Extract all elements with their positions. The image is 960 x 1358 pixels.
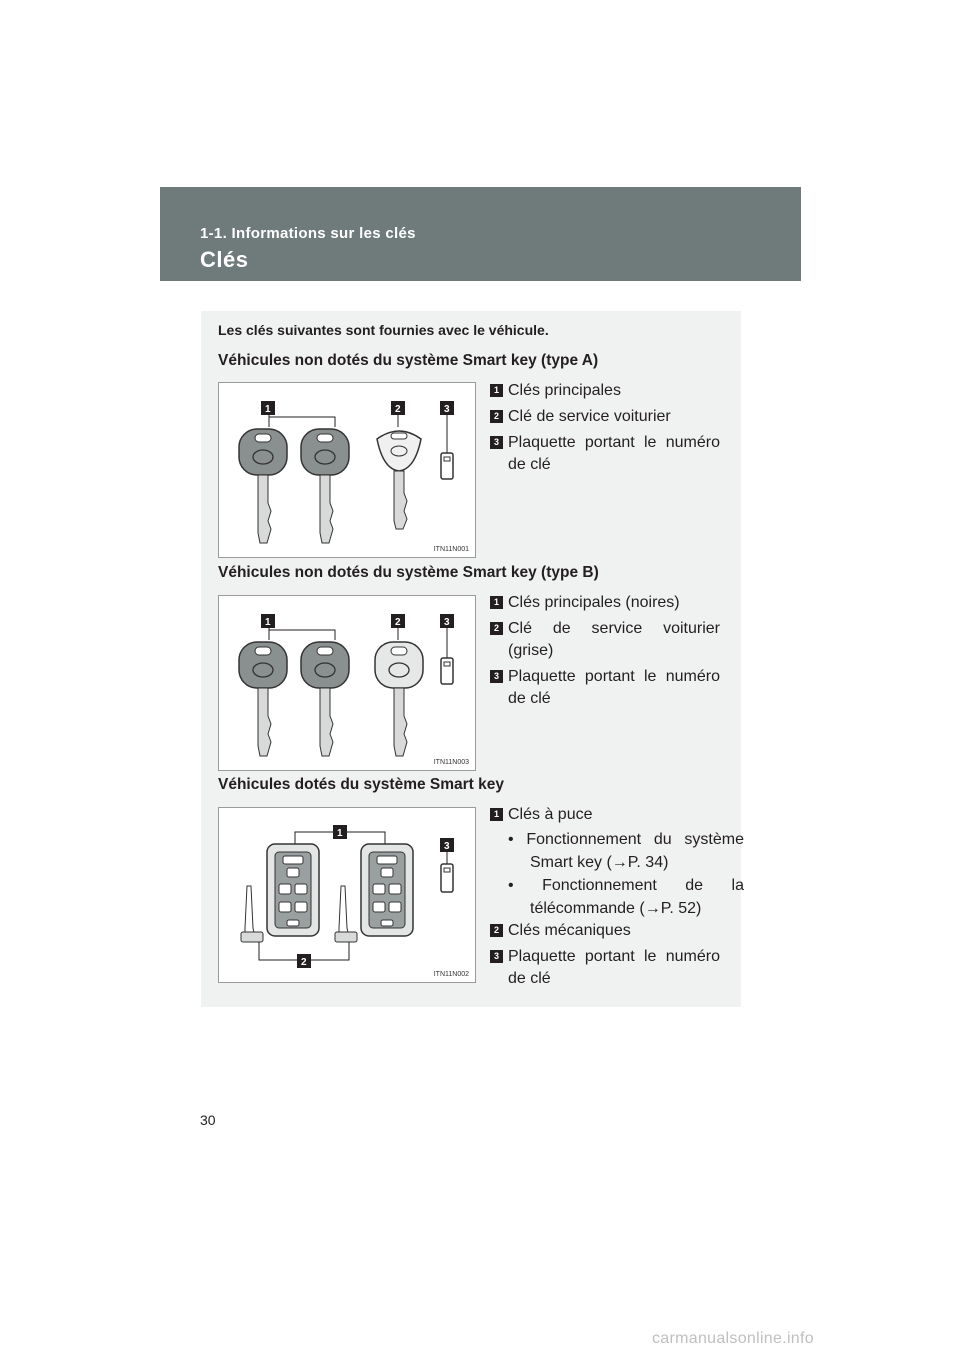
svg-text:1: 1 [265, 404, 271, 415]
master-key-icon [239, 429, 287, 543]
item-text: Clé de service voiturier (grise) [508, 620, 720, 659]
bullet-item: • Fonctionnement du système Smart key (→P. 34) [508, 831, 744, 871]
list-item [490, 920, 720, 942]
item-number: 1 [490, 384, 503, 397]
item-number: 2 [490, 410, 503, 423]
list-item [490, 618, 720, 662]
item-text: Clés principales (noires) [508, 594, 680, 611]
svg-text:2: 2 [301, 957, 307, 968]
item-number: 1 [490, 808, 503, 821]
page-number: 30 [200, 1112, 216, 1128]
item-text: Plaquette portant le numéro de clé [508, 434, 720, 473]
intro-text: Les clés suivantes sont fournies avec le véhicule. [218, 322, 549, 338]
smart-key-fob-icon [361, 844, 413, 936]
keys-type-a-illustration [219, 383, 475, 557]
list-item [490, 946, 720, 990]
mechanical-key-icon [241, 886, 263, 942]
mechanical-key-icon [335, 886, 357, 942]
item-number: 1 [490, 596, 503, 609]
heading-type-a: Véhicules non dotés du système Smart key (type A) [218, 352, 599, 369]
tag-1 [261, 401, 275, 415]
svg-text:2: 2 [395, 404, 401, 415]
figure-code: ITN11N001 [433, 546, 469, 553]
page-title: Clés [200, 247, 249, 272]
item-number: 2 [490, 924, 503, 937]
item-number: 2 [490, 622, 503, 635]
item-number: 3 [490, 436, 503, 449]
svg-text:3: 3 [444, 404, 450, 415]
svg-text:1: 1 [337, 828, 343, 839]
valet-key-icon [375, 642, 423, 756]
tag-2 [297, 954, 311, 968]
list-item [490, 432, 720, 476]
figure-type-a [218, 382, 476, 558]
item-text: Plaquette portant le numéro de clé [508, 948, 720, 987]
item-text: Clés à puce [508, 806, 593, 823]
tag-2 [391, 614, 405, 628]
master-key-icon [301, 429, 349, 543]
header-band [160, 187, 801, 281]
item-text: Clés mécaniques [508, 922, 631, 939]
heading-type-b: Véhicules non dotés du système Smart key (type B) [218, 564, 599, 581]
key-number-plate-icon [441, 658, 453, 684]
tag-3 [440, 614, 454, 628]
figure-code: ITN11N002 [433, 971, 469, 978]
tag-1 [261, 614, 275, 628]
list-item [490, 592, 720, 614]
master-key-icon [301, 642, 349, 756]
svg-text:2: 2 [395, 617, 401, 628]
item-text: Plaquette portant le numéro de clé [508, 668, 720, 707]
key-number-plate-icon [441, 864, 453, 892]
tag-1 [333, 825, 347, 839]
item-number: 3 [490, 670, 503, 683]
watermark: carmanualsonline.info [652, 1330, 814, 1347]
figure-type-b [218, 595, 476, 771]
svg-text:3: 3 [444, 841, 450, 852]
list-item [490, 380, 720, 402]
tag-3 [440, 401, 454, 415]
bullet-item: • Fonctionnement de la télécommande (→P. 52) [508, 877, 744, 917]
tag-3 [440, 838, 454, 852]
figure-code: ITN11N003 [433, 759, 469, 766]
list-item [490, 406, 720, 428]
list-item [490, 666, 720, 710]
callout-lines [269, 410, 447, 453]
list-item [490, 804, 720, 826]
master-key-icon [239, 642, 287, 756]
figure-smart-key [218, 807, 476, 983]
heading-smart-key: Véhicules dotés du système Smart key [218, 776, 505, 793]
tag-2 [391, 401, 405, 415]
svg-text:1: 1 [265, 617, 271, 628]
key-number-plate-icon [441, 453, 453, 479]
valet-key-icon [377, 431, 421, 529]
item-text: Clé de service voiturier [508, 408, 671, 425]
item-number: 3 [490, 950, 503, 963]
keys-type-b-illustration [219, 596, 475, 770]
svg-text:3: 3 [444, 617, 450, 628]
smart-keys-illustration [219, 808, 475, 982]
item-text: Clés principales [508, 382, 621, 399]
section-label: 1-1. Informations sur les clés [200, 225, 416, 242]
smart-key-fob-icon [267, 844, 319, 936]
